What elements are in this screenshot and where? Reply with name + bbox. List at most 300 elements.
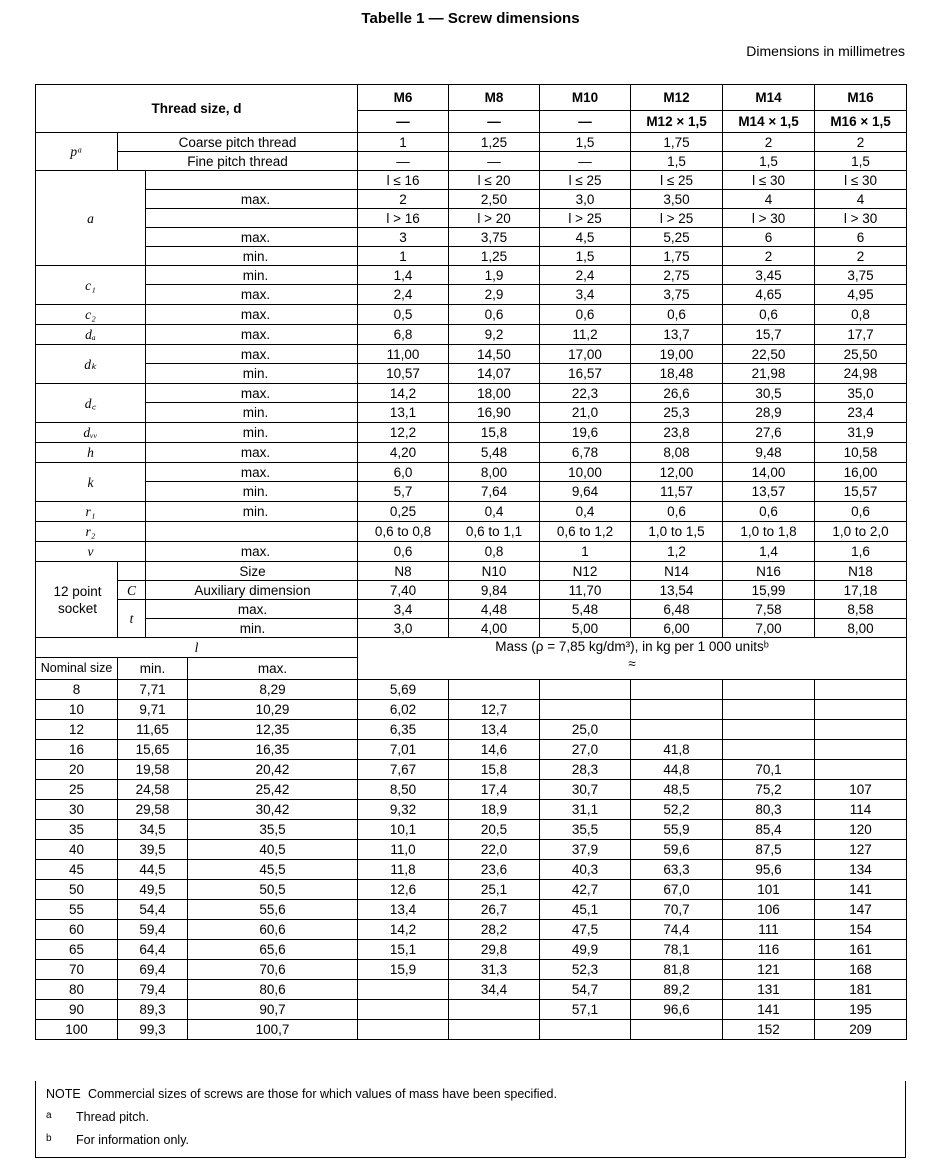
value-cell: 15,8 xyxy=(449,760,540,780)
value-cell: 70,1 xyxy=(723,760,815,780)
value-cell: 74,4 xyxy=(631,920,723,940)
value-cell: 9,32 xyxy=(358,800,449,820)
value-cell: 19,6 xyxy=(540,423,631,443)
value-cell: 87,5 xyxy=(723,840,815,860)
value-cell: l > 30 xyxy=(815,209,907,228)
length-max-cell: 30,42 xyxy=(188,800,358,820)
value-cell: 1,5 xyxy=(815,152,907,171)
value-cell: 4,20 xyxy=(358,443,449,463)
nominal-size-cell: 70 xyxy=(36,960,118,980)
value-cell xyxy=(358,980,449,1000)
value-cell: 31,1 xyxy=(540,800,631,820)
limit-label: min. xyxy=(146,423,358,443)
table-row xyxy=(36,152,907,171)
value-cell: M12 xyxy=(631,85,723,111)
value-cell: 1,25 xyxy=(449,247,540,266)
nominal-size-cell: 20 xyxy=(36,760,118,780)
limit-label: max. xyxy=(146,600,358,619)
value-cell: 57,1 xyxy=(540,1000,631,1020)
length-max-cell: 25,42 xyxy=(188,780,358,800)
value-cell: 3,50 xyxy=(631,190,723,209)
length-max-cell: 50,5 xyxy=(188,880,358,900)
value-cell: 10,00 xyxy=(540,463,631,482)
nominal-size-cell: 60 xyxy=(36,920,118,940)
value-cell: 81,8 xyxy=(631,960,723,980)
length-min-cell: 64,4 xyxy=(118,940,188,960)
table-row xyxy=(36,940,907,960)
value-cell: 31,3 xyxy=(449,960,540,980)
value-cell: 131 xyxy=(723,980,815,1000)
value-cell: 15,8 xyxy=(449,423,540,443)
value-cell xyxy=(449,1000,540,1020)
symbol-cell: dᵥᵥ xyxy=(36,423,146,443)
fine-pitch-label: Fine pitch thread xyxy=(118,152,358,171)
value-cell: 209 xyxy=(815,1020,907,1040)
value-cell: 85,4 xyxy=(723,820,815,840)
table-row xyxy=(36,960,907,980)
value-cell: 29,8 xyxy=(449,940,540,960)
value-cell: 1,9 xyxy=(449,266,540,285)
value-cell: N8 xyxy=(358,562,449,581)
value-cell: 23,4 xyxy=(815,403,907,423)
value-cell: — xyxy=(449,111,540,133)
table-row xyxy=(36,860,907,880)
length-max-cell: 35,5 xyxy=(188,820,358,840)
length-min-cell: 11,65 xyxy=(118,720,188,740)
value-cell: 37,9 xyxy=(540,840,631,860)
table-row xyxy=(36,720,907,740)
nominal-size-cell: 90 xyxy=(36,1000,118,1020)
value-cell: N12 xyxy=(540,562,631,581)
nominal-size-cell: 8 xyxy=(36,680,118,700)
value-cell: 13,7 xyxy=(631,325,723,345)
value-cell: 70,7 xyxy=(631,900,723,920)
value-cell xyxy=(449,1020,540,1040)
socket-label xyxy=(36,562,118,638)
value-cell: 9,48 xyxy=(723,443,815,463)
value-cell: 45,1 xyxy=(540,900,631,920)
length-min-cell: 59,4 xyxy=(118,920,188,940)
value-cell: 14,2 xyxy=(358,920,449,940)
value-cell: 2 xyxy=(723,133,815,152)
table-row xyxy=(36,364,907,384)
length-min-cell: 34,5 xyxy=(118,820,188,840)
value-cell: l > 16 xyxy=(358,209,449,228)
value-cell: M10 xyxy=(540,85,631,111)
limit-label xyxy=(146,522,358,542)
value-cell: 28,3 xyxy=(540,760,631,780)
symbol-cell: r₁ xyxy=(36,502,146,522)
value-cell xyxy=(358,1000,449,1020)
value-cell: 27,0 xyxy=(540,740,631,760)
value-cell: 6 xyxy=(815,228,907,247)
value-cell: 7,40 xyxy=(358,581,449,600)
table-row xyxy=(36,760,907,780)
value-cell: — xyxy=(358,152,449,171)
value-cell: 4,00 xyxy=(449,619,540,638)
table-row xyxy=(36,920,907,940)
value-cell: 8,08 xyxy=(631,443,723,463)
value-cell: 8,00 xyxy=(449,463,540,482)
value-cell: 3,0 xyxy=(540,190,631,209)
value-cell: 8,50 xyxy=(358,780,449,800)
value-cell: 101 xyxy=(723,880,815,900)
nominal-size-cell: 30 xyxy=(36,800,118,820)
value-cell: 6,48 xyxy=(631,600,723,619)
value-cell: 27,6 xyxy=(723,423,815,443)
limit-label: min. xyxy=(146,364,358,384)
value-cell: 52,2 xyxy=(631,800,723,820)
value-cell: 6,00 xyxy=(631,619,723,638)
approx-sign: ≈ xyxy=(628,656,636,671)
value-cell: 1,4 xyxy=(723,542,815,562)
limit-label: max. xyxy=(146,463,358,482)
table-row xyxy=(36,85,907,111)
value-cell xyxy=(449,680,540,700)
mass-label: Mass (ρ = 7,85 kg/dm³), in kg per 1 000 unitsᵇ xyxy=(495,639,769,654)
value-cell: 5,69 xyxy=(358,680,449,700)
length-min-cell: 89,3 xyxy=(118,1000,188,1020)
value-cell: l ≤ 25 xyxy=(540,171,631,190)
value-cell: 25,50 xyxy=(815,345,907,364)
value-cell: 0,5 xyxy=(358,305,449,325)
value-cell: 12,2 xyxy=(358,423,449,443)
value-cell: 9,84 xyxy=(449,581,540,600)
value-cell: 16,90 xyxy=(449,403,540,423)
table-row xyxy=(36,562,907,581)
value-cell: 147 xyxy=(815,900,907,920)
value-cell: 12,7 xyxy=(449,700,540,720)
value-cell xyxy=(631,1020,723,1040)
limit-label: min. xyxy=(146,266,358,285)
value-cell: 35,5 xyxy=(540,820,631,840)
table-row xyxy=(36,980,907,1000)
value-cell: 1,4 xyxy=(358,266,449,285)
value-cell: M8 xyxy=(449,85,540,111)
value-cell: 1,2 xyxy=(631,542,723,562)
value-cell: M14 × 1,5 xyxy=(723,111,815,133)
note-general: NOTE Commercial sizes of screws are those for which values of mass have been specified. xyxy=(46,1087,557,1101)
min-header: min. xyxy=(118,658,188,680)
value-cell: 14,50 xyxy=(449,345,540,364)
value-cell: 22,3 xyxy=(540,384,631,403)
socket-size-label: Size xyxy=(146,562,358,581)
value-cell: 34,4 xyxy=(449,980,540,1000)
value-cell: 15,1 xyxy=(358,940,449,960)
value-cell: 40,3 xyxy=(540,860,631,880)
value-cell: 11,2 xyxy=(540,325,631,345)
footnote-a: a Thread pitch. xyxy=(46,1110,149,1124)
length-max-cell: 20,42 xyxy=(188,760,358,780)
symbol-cell: h xyxy=(36,443,146,463)
value-cell xyxy=(358,1020,449,1040)
value-cell: 8,58 xyxy=(815,600,907,619)
value-cell: 4 xyxy=(723,190,815,209)
value-cell: 31,9 xyxy=(815,423,907,443)
value-cell xyxy=(723,700,815,720)
table-row xyxy=(36,680,907,700)
value-cell: 17,18 xyxy=(815,581,907,600)
value-cell: 0,6 xyxy=(449,305,540,325)
value-cell: 152 xyxy=(723,1020,815,1040)
limit-label: max. xyxy=(146,325,358,345)
table-row xyxy=(36,482,907,502)
value-cell: l ≤ 16 xyxy=(358,171,449,190)
length-max-cell: 90,7 xyxy=(188,1000,358,1020)
value-cell: N16 xyxy=(723,562,815,581)
value-cell: — xyxy=(358,111,449,133)
value-cell: 18,00 xyxy=(449,384,540,403)
value-cell xyxy=(723,740,815,760)
value-cell: 2 xyxy=(815,133,907,152)
table-row xyxy=(36,463,907,482)
value-cell: 6,8 xyxy=(358,325,449,345)
value-cell xyxy=(631,720,723,740)
socket-label-line1: 12 point xyxy=(53,583,102,599)
value-cell: M12 × 1,5 xyxy=(631,111,723,133)
value-cell: 41,8 xyxy=(631,740,723,760)
value-cell: 22,50 xyxy=(723,345,815,364)
value-cell xyxy=(815,680,907,700)
value-cell: 15,99 xyxy=(723,581,815,600)
nominal-size-cell: 55 xyxy=(36,900,118,920)
length-min-cell: 99,3 xyxy=(118,1020,188,1040)
nominal-size-cell: 100 xyxy=(36,1020,118,1040)
pitch-symbol: pᵃ xyxy=(36,133,118,171)
value-cell xyxy=(540,1020,631,1040)
length-min-cell: 15,65 xyxy=(118,740,188,760)
value-cell: 0,6 xyxy=(815,502,907,522)
limit-label: max. xyxy=(146,285,358,305)
value-cell: 161 xyxy=(815,940,907,960)
length-min-cell: 24,58 xyxy=(118,780,188,800)
value-cell: 4,65 xyxy=(723,285,815,305)
value-cell: 6,0 xyxy=(358,463,449,482)
value-cell: M14 xyxy=(723,85,815,111)
value-cell: 6,02 xyxy=(358,700,449,720)
length-max-cell: 40,5 xyxy=(188,840,358,860)
value-cell: 1,75 xyxy=(631,247,723,266)
value-cell: 2,75 xyxy=(631,266,723,285)
value-cell xyxy=(815,720,907,740)
socket-label-line2: socket xyxy=(57,600,98,616)
value-cell: 17,7 xyxy=(815,325,907,345)
value-cell: 2,4 xyxy=(540,266,631,285)
length-min-cell: 79,4 xyxy=(118,980,188,1000)
table-row xyxy=(36,522,907,542)
value-cell: 30,5 xyxy=(723,384,815,403)
value-cell: — xyxy=(449,152,540,171)
value-cell: N10 xyxy=(449,562,540,581)
value-cell: 9,2 xyxy=(449,325,540,345)
nominal-size-cell: 25 xyxy=(36,780,118,800)
dimensions-note: Dimensions in millimetres xyxy=(746,43,905,59)
value-cell: 6 xyxy=(723,228,815,247)
limit-label: max. xyxy=(146,190,358,209)
value-cell: 181 xyxy=(815,980,907,1000)
value-cell: 3,45 xyxy=(723,266,815,285)
value-cell: 42,7 xyxy=(540,880,631,900)
symbol-cell: dₖ xyxy=(36,345,146,384)
value-cell xyxy=(631,680,723,700)
limit-label: max. xyxy=(146,305,358,325)
value-cell: 15,57 xyxy=(815,482,907,502)
value-cell: 120 xyxy=(815,820,907,840)
value-cell: 10,1 xyxy=(358,820,449,840)
value-cell: 30,7 xyxy=(540,780,631,800)
value-cell: 6,35 xyxy=(358,720,449,740)
length-min-cell: 44,5 xyxy=(118,860,188,880)
value-cell: 63,3 xyxy=(631,860,723,880)
nominal-size-cell: 35 xyxy=(36,820,118,840)
value-cell: 28,9 xyxy=(723,403,815,423)
value-cell: 0,6 xyxy=(358,542,449,562)
table-row xyxy=(36,502,907,522)
symbol-cell: dₐ xyxy=(36,325,146,345)
max-header: max. xyxy=(188,658,358,680)
value-cell: 1,5 xyxy=(540,247,631,266)
footnote-b: b For information only. xyxy=(46,1133,190,1147)
length-symbol: l xyxy=(36,638,358,658)
empty-cell xyxy=(118,562,146,581)
coarse-pitch-label: Coarse pitch thread xyxy=(118,133,358,152)
nominal-size-cell: 50 xyxy=(36,880,118,900)
value-cell: 16,00 xyxy=(815,463,907,482)
value-cell: 1,5 xyxy=(631,152,723,171)
value-cell: 1,25 xyxy=(449,133,540,152)
length-max-cell: 45,5 xyxy=(188,860,358,880)
value-cell: 13,54 xyxy=(631,581,723,600)
table-row xyxy=(36,171,907,190)
table-row xyxy=(36,209,907,228)
value-cell: l > 30 xyxy=(723,209,815,228)
table-row xyxy=(36,266,907,285)
table-row xyxy=(36,228,907,247)
value-cell: 15,9 xyxy=(358,960,449,980)
length-max-cell: 8,29 xyxy=(188,680,358,700)
value-cell: 13,4 xyxy=(358,900,449,920)
value-cell: 24,98 xyxy=(815,364,907,384)
value-cell: l ≤ 20 xyxy=(449,171,540,190)
c-symbol: C xyxy=(118,581,146,600)
table-row xyxy=(36,638,907,658)
value-cell: 3,75 xyxy=(449,228,540,247)
length-max-cell: 10,29 xyxy=(188,700,358,720)
table-row xyxy=(36,423,907,443)
a-symbol: a xyxy=(36,171,146,266)
limit-label: max. xyxy=(146,345,358,364)
table-row xyxy=(36,880,907,900)
value-cell: 13,1 xyxy=(358,403,449,423)
value-cell: 48,5 xyxy=(631,780,723,800)
value-cell: 14,6 xyxy=(449,740,540,760)
value-cell: 11,8 xyxy=(358,860,449,880)
value-cell: 26,6 xyxy=(631,384,723,403)
value-cell: — xyxy=(540,111,631,133)
nominal-size-cell: 80 xyxy=(36,980,118,1000)
value-cell: 18,9 xyxy=(449,800,540,820)
value-cell: 0,6 xyxy=(631,502,723,522)
value-cell: 0,6 to 0,8 xyxy=(358,522,449,542)
length-min-cell: 19,58 xyxy=(118,760,188,780)
length-max-cell: 12,35 xyxy=(188,720,358,740)
value-cell: 52,3 xyxy=(540,960,631,980)
mass-header xyxy=(358,638,907,680)
value-cell: 5,48 xyxy=(540,600,631,619)
value-cell: 114 xyxy=(815,800,907,820)
value-cell: 5,25 xyxy=(631,228,723,247)
table-row xyxy=(36,285,907,305)
value-cell: 11,57 xyxy=(631,482,723,502)
value-cell: 1 xyxy=(540,542,631,562)
length-max-cell: 65,6 xyxy=(188,940,358,960)
table-row xyxy=(36,325,907,345)
value-cell: 11,00 xyxy=(358,345,449,364)
length-min-cell: 7,71 xyxy=(118,680,188,700)
table-title: Tabelle 1 — Screw dimensions xyxy=(361,10,580,27)
value-cell xyxy=(815,760,907,780)
value-cell: 17,4 xyxy=(449,780,540,800)
limit-label: min. xyxy=(146,619,358,638)
value-cell xyxy=(723,680,815,700)
value-cell: 23,6 xyxy=(449,860,540,880)
nominal-size-cell: 65 xyxy=(36,940,118,960)
value-cell: l ≤ 30 xyxy=(815,171,907,190)
value-cell xyxy=(540,700,631,720)
limit-label: min. xyxy=(146,502,358,522)
value-cell: 4,95 xyxy=(815,285,907,305)
table-row xyxy=(36,190,907,209)
empty-cell xyxy=(146,209,358,228)
value-cell: 47,5 xyxy=(540,920,631,940)
value-cell: — xyxy=(540,152,631,171)
value-cell: 54,7 xyxy=(540,980,631,1000)
value-cell: 25,0 xyxy=(540,720,631,740)
value-cell xyxy=(815,740,907,760)
value-cell: 8,00 xyxy=(815,619,907,638)
screw-dimensions-table xyxy=(35,84,907,1040)
value-cell: 1,0 to 1,5 xyxy=(631,522,723,542)
value-cell: N14 xyxy=(631,562,723,581)
table-row xyxy=(36,403,907,423)
table-row xyxy=(36,800,907,820)
value-cell: 21,0 xyxy=(540,403,631,423)
symbol-cell: c₂ xyxy=(36,305,146,325)
nominal-size-cell: 12 xyxy=(36,720,118,740)
table-row xyxy=(36,133,907,152)
value-cell: 7,00 xyxy=(723,619,815,638)
value-cell: 141 xyxy=(723,1000,815,1020)
value-cell: 1,0 to 1,8 xyxy=(723,522,815,542)
value-cell: M6 xyxy=(358,85,449,111)
value-cell: 106 xyxy=(723,900,815,920)
length-max-cell: 100,7 xyxy=(188,1020,358,1040)
limit-label: max. xyxy=(146,443,358,463)
value-cell: 95,6 xyxy=(723,860,815,880)
value-cell: 7,58 xyxy=(723,600,815,619)
value-cell: 17,00 xyxy=(540,345,631,364)
t-symbol: t xyxy=(118,600,146,638)
value-cell: 116 xyxy=(723,940,815,960)
value-cell: 0,25 xyxy=(358,502,449,522)
value-cell xyxy=(631,700,723,720)
value-cell: 11,70 xyxy=(540,581,631,600)
nominal-size-cell: 10 xyxy=(36,700,118,720)
table-row xyxy=(36,247,907,266)
table-row xyxy=(36,345,907,364)
table-row xyxy=(36,700,907,720)
length-min-cell: 39,5 xyxy=(118,840,188,860)
